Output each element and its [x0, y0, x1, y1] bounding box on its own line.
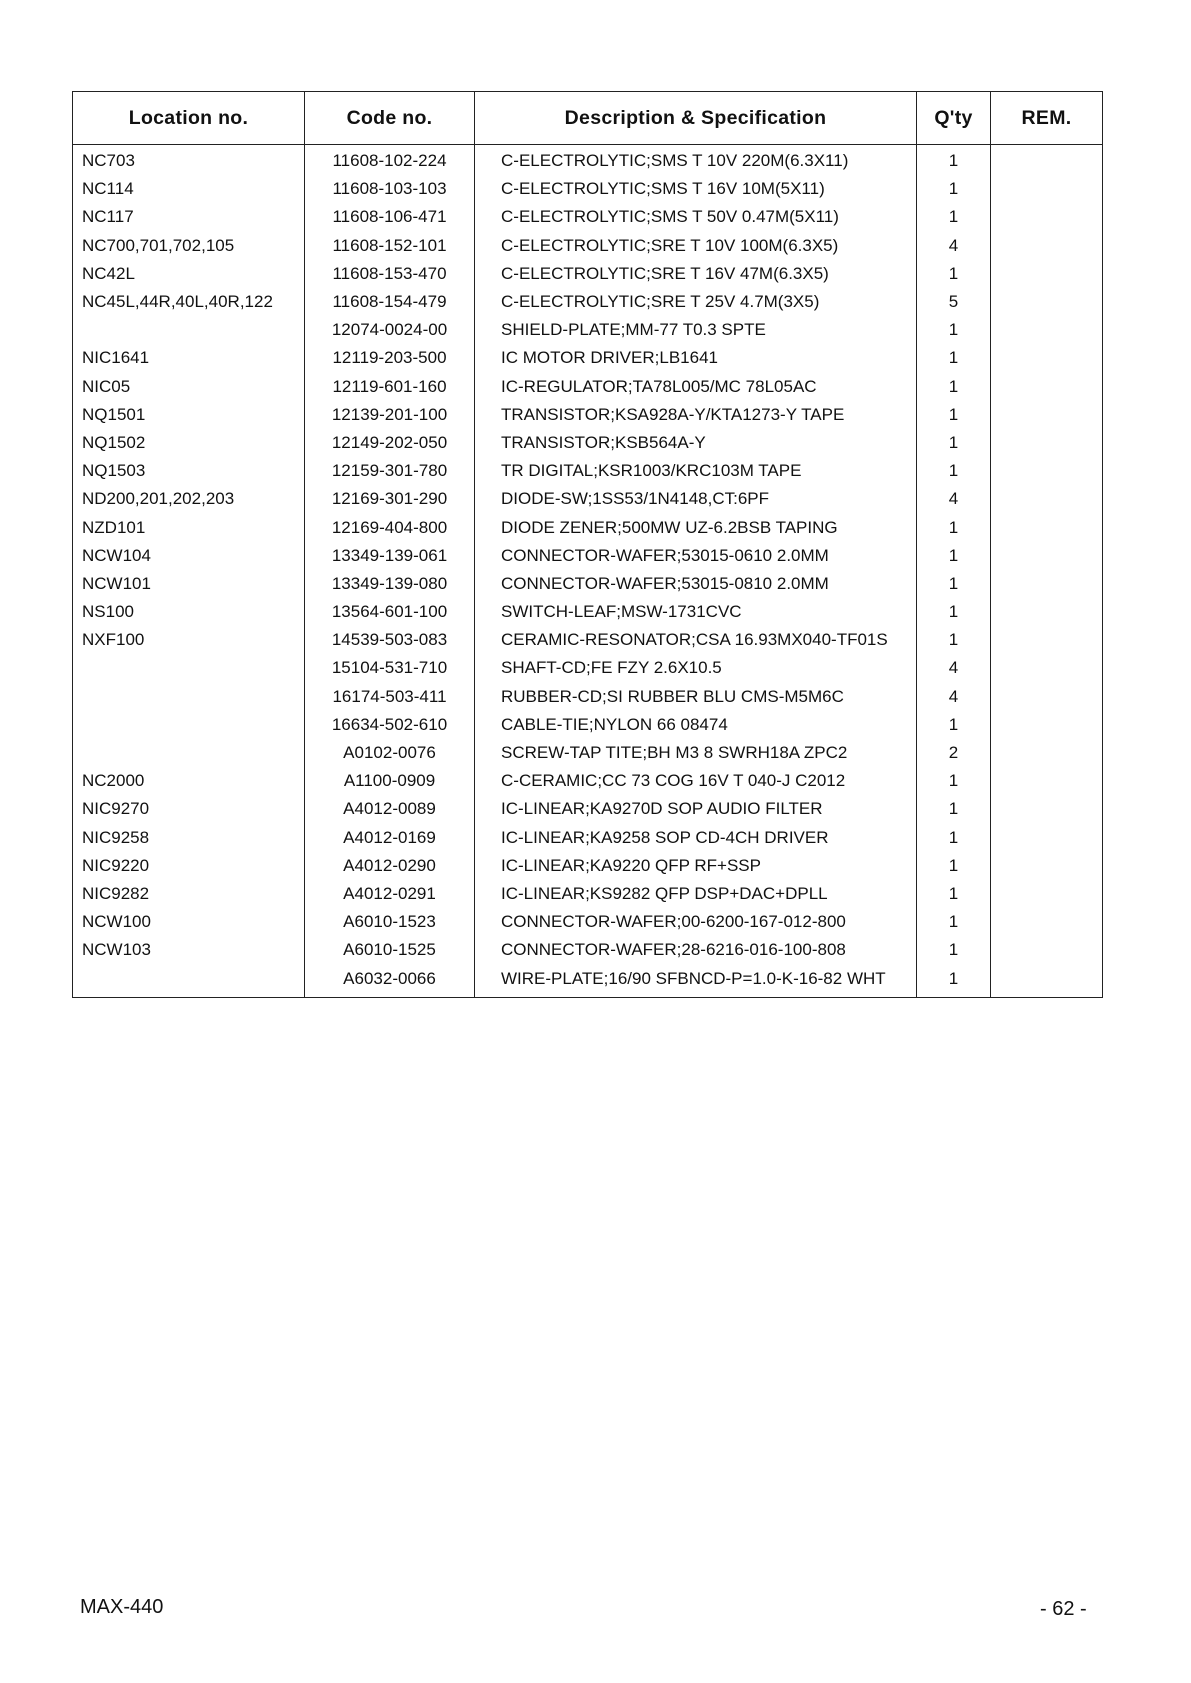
- cell-rem: [991, 485, 1103, 513]
- cell-location: [73, 683, 305, 711]
- cell-location: NIC1641: [73, 344, 305, 372]
- cell-code: A4012-0290: [305, 852, 475, 880]
- cell-code: 11608-102-224: [305, 145, 475, 176]
- cell-rem: [991, 570, 1103, 598]
- cell-description: C-ELECTROLYTIC;SRE T 10V 100M(6.3X5): [475, 232, 917, 260]
- table-row: [73, 570, 1103, 598]
- cell-code: 12119-601-160: [305, 373, 475, 401]
- table-row: [73, 936, 1103, 964]
- table-row: [73, 683, 1103, 711]
- cell-location: NQ1503: [73, 457, 305, 485]
- table-row: [73, 232, 1103, 260]
- cell-rem: [991, 175, 1103, 203]
- cell-rem: [991, 145, 1103, 176]
- cell-code: A4012-0169: [305, 824, 475, 852]
- table-row: [73, 457, 1103, 485]
- table-row: [73, 203, 1103, 231]
- table-row: [73, 485, 1103, 513]
- cell-description: C-ELECTROLYTIC;SRE T 25V 4.7M(3X5): [475, 288, 917, 316]
- cell-rem: [991, 964, 1103, 997]
- cell-code: A4012-0089: [305, 795, 475, 823]
- cell-description: DIODE-SW;1SS53/1N4148,CT:6PF: [475, 485, 917, 513]
- cell-code: 12169-301-290: [305, 485, 475, 513]
- cell-location: [73, 316, 305, 344]
- cell-description: SHAFT-CD;FE FZY 2.6X10.5: [475, 654, 917, 682]
- header-description: Description & Specification: [475, 92, 917, 145]
- cell-location: NIC9282: [73, 880, 305, 908]
- cell-code: A6010-1525: [305, 936, 475, 964]
- table-row: [73, 824, 1103, 852]
- cell-description: CABLE-TIE;NYLON 66 08474: [475, 711, 917, 739]
- cell-location: NIC9220: [73, 852, 305, 880]
- parts-list-table: [72, 91, 1103, 998]
- cell-rem: [991, 401, 1103, 429]
- cell-location: NC700,701,702,105: [73, 232, 305, 260]
- cell-qty: 4: [917, 683, 991, 711]
- cell-description: CONNECTOR-WAFER;53015-0810 2.0MM: [475, 570, 917, 598]
- cell-code: A6010-1523: [305, 908, 475, 936]
- cell-qty: 1: [917, 880, 991, 908]
- header-qty: Q'ty: [917, 92, 991, 145]
- cell-rem: [991, 260, 1103, 288]
- cell-rem: [991, 316, 1103, 344]
- table-row: [73, 964, 1103, 997]
- cell-code: 12169-404-800: [305, 513, 475, 541]
- cell-rem: [991, 739, 1103, 767]
- table-row: [73, 880, 1103, 908]
- table-row: [73, 767, 1103, 795]
- cell-qty: 5: [917, 288, 991, 316]
- header-location: Location no.: [73, 92, 305, 145]
- cell-qty: 1: [917, 373, 991, 401]
- cell-rem: [991, 344, 1103, 372]
- cell-qty: 4: [917, 232, 991, 260]
- cell-description: C-ELECTROLYTIC;SMS T 50V 0.47M(5X11): [475, 203, 917, 231]
- cell-description: RUBBER-CD;SI RUBBER BLU CMS-M5M6C: [475, 683, 917, 711]
- table-row: [73, 711, 1103, 739]
- cell-code: 11608-153-470: [305, 260, 475, 288]
- table-row: [73, 260, 1103, 288]
- cell-rem: [991, 288, 1103, 316]
- cell-description: IC-LINEAR;KS9282 QFP DSP+DAC+DPLL: [475, 880, 917, 908]
- cell-description: C-ELECTROLYTIC;SMS T 10V 220M(6.3X11): [475, 145, 917, 176]
- table-row: [73, 316, 1103, 344]
- cell-code: A4012-0291: [305, 880, 475, 908]
- table-row: [73, 373, 1103, 401]
- table-row: [73, 429, 1103, 457]
- cell-code: A1100-0909: [305, 767, 475, 795]
- cell-rem: [991, 908, 1103, 936]
- cell-rem: [991, 824, 1103, 852]
- cell-rem: [991, 795, 1103, 823]
- cell-location: NZD101: [73, 513, 305, 541]
- cell-description: IC MOTOR DRIVER;LB1641: [475, 344, 917, 372]
- footer-page-number: - 62 -: [1040, 1598, 1087, 1620]
- cell-description: CONNECTOR-WAFER;28-6216-016-100-808: [475, 936, 917, 964]
- table-row: [73, 401, 1103, 429]
- cell-code: 16174-503-411: [305, 683, 475, 711]
- cell-rem: [991, 852, 1103, 880]
- cell-location: NC45L,44R,40L,40R,122: [73, 288, 305, 316]
- cell-qty: 1: [917, 936, 991, 964]
- cell-code: 16634-502-610: [305, 711, 475, 739]
- cell-location: NCW101: [73, 570, 305, 598]
- cell-qty: 1: [917, 852, 991, 880]
- cell-location: NIC9258: [73, 824, 305, 852]
- cell-qty: 1: [917, 401, 991, 429]
- table-body: [73, 145, 1103, 998]
- cell-qty: 1: [917, 175, 991, 203]
- cell-location: NC703: [73, 145, 305, 176]
- cell-code: 13349-139-061: [305, 542, 475, 570]
- cell-code: 14539-503-083: [305, 626, 475, 654]
- cell-code: 11608-103-103: [305, 175, 475, 203]
- cell-description: SCREW-TAP TITE;BH M3 8 SWRH18A ZPC2: [475, 739, 917, 767]
- cell-description: SHIELD-PLATE;MM-77 T0.3 SPTE: [475, 316, 917, 344]
- cell-qty: 1: [917, 344, 991, 372]
- cell-location: NC42L: [73, 260, 305, 288]
- cell-qty: 1: [917, 626, 991, 654]
- cell-location: NC2000: [73, 767, 305, 795]
- cell-description: CONNECTOR-WAFER;00-6200-167-012-800: [475, 908, 917, 936]
- cell-rem: [991, 457, 1103, 485]
- cell-qty: 1: [917, 145, 991, 176]
- cell-description: C-CERAMIC;CC 73 COG 16V T 040-J C2012: [475, 767, 917, 795]
- cell-code: 12074-0024-00: [305, 316, 475, 344]
- cell-description: WIRE-PLATE;16/90 SFBNCD-P=1.0-K-16-82 WHT: [475, 964, 917, 997]
- table-row: [73, 598, 1103, 626]
- table-row: [73, 513, 1103, 541]
- cell-description: TR DIGITAL;KSR1003/KRC103M TAPE: [475, 457, 917, 485]
- cell-description: IC-REGULATOR;TA78L005/MC 78L05AC: [475, 373, 917, 401]
- cell-code: 13564-601-100: [305, 598, 475, 626]
- cell-qty: 1: [917, 824, 991, 852]
- cell-rem: [991, 711, 1103, 739]
- cell-description: TRANSISTOR;KSB564A-Y: [475, 429, 917, 457]
- cell-qty: 1: [917, 542, 991, 570]
- cell-code: 12139-201-100: [305, 401, 475, 429]
- cell-location: NS100: [73, 598, 305, 626]
- cell-location: NCW103: [73, 936, 305, 964]
- footer-model: MAX-440: [80, 1596, 164, 1618]
- cell-qty: 1: [917, 316, 991, 344]
- cell-qty: 1: [917, 908, 991, 936]
- cell-code: A6032-0066: [305, 964, 475, 997]
- cell-qty: 1: [917, 570, 991, 598]
- header-rem: REM.: [991, 92, 1103, 145]
- cell-qty: 4: [917, 485, 991, 513]
- cell-code: 11608-106-471: [305, 203, 475, 231]
- cell-qty: 1: [917, 767, 991, 795]
- table-row: [73, 288, 1103, 316]
- cell-location: NC114: [73, 175, 305, 203]
- table-row: [73, 795, 1103, 823]
- table-row: [73, 626, 1103, 654]
- cell-rem: [991, 542, 1103, 570]
- cell-location: [73, 964, 305, 997]
- cell-qty: 1: [917, 964, 991, 997]
- cell-location: NIC05: [73, 373, 305, 401]
- cell-description: SWITCH-LEAF;MSW-1731CVC: [475, 598, 917, 626]
- cell-code: 13349-139-080: [305, 570, 475, 598]
- cell-rem: [991, 654, 1103, 682]
- cell-location: NIC9270: [73, 795, 305, 823]
- cell-code: 15104-531-710: [305, 654, 475, 682]
- cell-location: [73, 654, 305, 682]
- cell-qty: 1: [917, 429, 991, 457]
- table-row: [73, 654, 1103, 682]
- cell-location: ND200,201,202,203: [73, 485, 305, 513]
- cell-qty: 1: [917, 203, 991, 231]
- table-row: [73, 344, 1103, 372]
- cell-rem: [991, 598, 1103, 626]
- table-row: [73, 542, 1103, 570]
- cell-rem: [991, 513, 1103, 541]
- cell-qty: 4: [917, 654, 991, 682]
- table-header-row: [73, 92, 1103, 145]
- cell-code: 11608-152-101: [305, 232, 475, 260]
- cell-location: NQ1502: [73, 429, 305, 457]
- cell-qty: 1: [917, 513, 991, 541]
- cell-location: NXF100: [73, 626, 305, 654]
- table-row: [73, 739, 1103, 767]
- cell-code: 12149-202-050: [305, 429, 475, 457]
- cell-description: IC-LINEAR;KA9270D SOP AUDIO FILTER: [475, 795, 917, 823]
- table-row: [73, 175, 1103, 203]
- cell-description: C-ELECTROLYTIC;SMS T 16V 10M(5X11): [475, 175, 917, 203]
- cell-description: CERAMIC-RESONATOR;CSA 16.93MX040-TF01S: [475, 626, 917, 654]
- cell-description: IC-LINEAR;KA9258 SOP CD-4CH DRIVER: [475, 824, 917, 852]
- cell-rem: [991, 683, 1103, 711]
- cell-description: C-ELECTROLYTIC;SRE T 16V 47M(6.3X5): [475, 260, 917, 288]
- table-row: [73, 908, 1103, 936]
- cell-code: 12119-203-500: [305, 344, 475, 372]
- table-row: [73, 852, 1103, 880]
- cell-rem: [991, 373, 1103, 401]
- cell-rem: [991, 936, 1103, 964]
- cell-rem: [991, 767, 1103, 795]
- cell-location: [73, 711, 305, 739]
- cell-description: TRANSISTOR;KSA928A-Y/KTA1273-Y TAPE: [475, 401, 917, 429]
- table-row: [73, 145, 1103, 176]
- cell-qty: 1: [917, 711, 991, 739]
- cell-qty: 1: [917, 260, 991, 288]
- cell-location: [73, 739, 305, 767]
- cell-location: NCW104: [73, 542, 305, 570]
- cell-code: 11608-154-479: [305, 288, 475, 316]
- cell-qty: 1: [917, 598, 991, 626]
- cell-rem: [991, 429, 1103, 457]
- cell-rem: [991, 203, 1103, 231]
- cell-code: A0102-0076: [305, 739, 475, 767]
- cell-qty: 2: [917, 739, 991, 767]
- cell-code: 12159-301-780: [305, 457, 475, 485]
- cell-location: NCW100: [73, 908, 305, 936]
- cell-rem: [991, 232, 1103, 260]
- cell-description: DIODE ZENER;500MW UZ-6.2BSB TAPING: [475, 513, 917, 541]
- cell-rem: [991, 626, 1103, 654]
- cell-qty: 1: [917, 795, 991, 823]
- cell-location: NQ1501: [73, 401, 305, 429]
- header-code: Code no.: [305, 92, 475, 145]
- cell-rem: [991, 880, 1103, 908]
- cell-description: CONNECTOR-WAFER;53015-0610 2.0MM: [475, 542, 917, 570]
- cell-location: NC117: [73, 203, 305, 231]
- cell-description: IC-LINEAR;KA9220 QFP RF+SSP: [475, 852, 917, 880]
- cell-qty: 1: [917, 457, 991, 485]
